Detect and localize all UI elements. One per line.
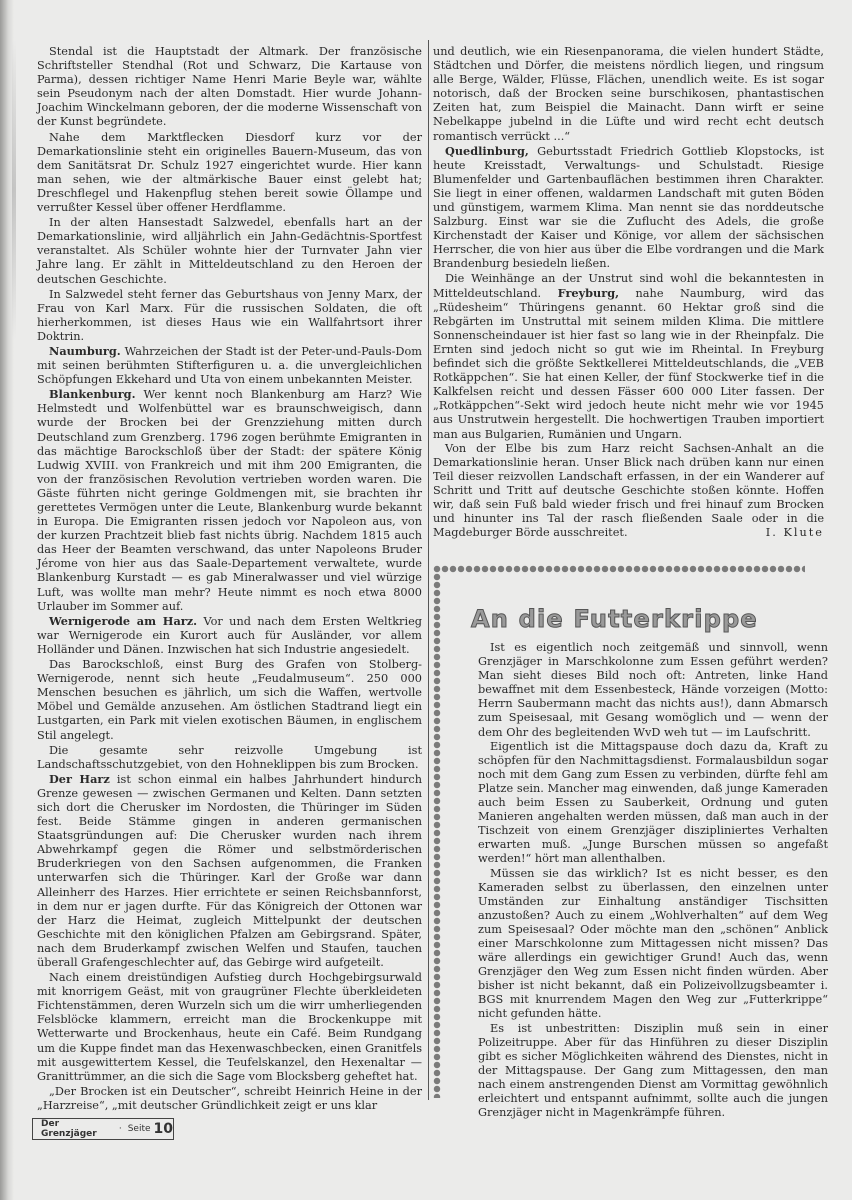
paragraph: und deutlich, wie ein Riesenpanorama, die vielen hundert Städte, Städtchen und Dörfer, die meistens nördlich liegen, und ringsum alle Berge, Wälder, Flüsse, Flächen, unendlich weite. Es ist sogar notorisch, daß der Brocken seine burschikosen, phantastischen Zeiten hat, zum Beispiel die Mainacht. Dann wirft er seine Nebelkappe jubelnd in die Lüfte und wird recht echt deutsch romantisch verrückt ...“ [433,45,824,143]
bold-lead: Naumburg. [49,343,121,358]
paragraph-harz: Der Harz ist schon einmal ein halbes Jahrhundert hindurch Grenze gewesen — zwischen Germanen und Kelten. Dann setzten sich dort die Cherusker im Nordosten, die Thüringer im Süden fest. Beide Stämme gingen in anderen germanischen Staatsgründungen auf: Die Cherusker wurden nach ihrem Abwehrkampf gegen die Römer und selbstmörderischen Bruderkriegen von den Sachsen aufgenommen, die Franken unterwarfen sich die Thüringer. Karl der Große war dann Alleinherr des Harzes. Hier errichtete er seinen Reichsbannforst, in dem nur er jagen durfte. Für das Königreich der Ottonen war der Harz die Heimat, zugleich Mittelpunkt der deutschen Geschichte mit den königlichen Pfalzen am Gebirgsrand. Später, nach dem Bruderkampf zwischen Welfen und Staufen, tauchen überall Grafengeschlechter auf, das Gebirge wird aufgeteilt. [37,771,422,969]
footer-separator: · [118,1124,122,1134]
paragraph-wernigerode: Wernigerode am Harz. Vor und nach dem Ersten Weltkrieg war Wernigerode ein Kurort auch für Ausländer, vor allem Holländer und Dänen. Inzwischen hat sich Industrie angesiedelt. [37,613,422,656]
paragraph: Nach einem dreistündigen Aufstieg durch Hochgebirgsurwald mit knorrigem Geäst, mit von graugrüner Flechte überkleideten Fichtenstämmen, deren Wurzeln sich um die wirr umherliegenden Felsblöcke klammern, erreicht man die Brockenkuppe mit Wetterwarte und Brockenhaus, heute ein Café. Beim Rundgang um die Kuppe findet man das Hexenwaschbecken, einen Granitfels mit ausgewittertem Kessel, die Teufelskanzel, den Hexenaltar — Granittrümmer, an die sich die Sage vom Blocksberg geheftet hat. [37,971,422,1083]
page-fold-mark [12,40,16,340]
paragraph-freyburg: Die Weinhänge an der Unstrut sind wohl die bekanntesten in Mitteldeutschland. Freyburg, nahe Naumburg, wird das „Rüdesheim“ Thüringens genannt. 60 Hektar groß sind die Rebgärten im Unstruttal mit seinem milden Klima. Die mittlere Sonnenscheindauer ist hier fast so lang wie in der Rheinpfalz. Die Ernten sind jedoch nicht so gut wie im Rheintal. In Freyburg befindet sich die größte Sektkellerei Mitteldeutschlands, die „VEB Rotkäppchen“. Sie hat einen Keller, der fünf Stockwerke tief in die Kalkfelsen reicht und dessen Fässer 600 000 Liter fassen. Der „Rotkäppchen“-Sekt wird jedoch heute nicht mehr wie vor 1945 aus Unstrutwein hergestellt. Die hochwertigen Trauben importiert man aus Bulgarien, Rumänien und Ungarn. [433,271,824,441]
bold-lead: Blankenburg. [49,387,136,402]
paragraph-naumburg: Naumburg. Wahrzeichen der Stadt ist der Peter-und-Pauls-Dom mit seinen berühmten Stifterfiguren u. a. die unvergleichlichen Schöpfungen Ekkehard und Uta von einem unbekannten Meister. [37,343,422,387]
paragraph: Die gesamte sehr reizvolle Umgebung ist Landschaftsschutzgebiet, von den Hohneklippen bis zum Brocken. [37,743,422,771]
dotted-border-top [433,565,805,573]
column-divider [428,40,429,1100]
paragraph: Das Barockschloß, einst Burg des Grafen von Stolberg-Wernigerode, nennt sich heute „Feudalmuseum“. 250 000 Menschen besuchen es jährlich, um sich die Waffen, wertvolle Möbel und Gemälde anzusehen. Am östlichen Stadtrand liegt ein Lustgarten, ein Park mit vielen exotischen Bäumen, in englischem Stil angelegt. [37,658,422,742]
bold-lead: Quedlinburg, [445,143,529,158]
bold-lead: Freyburg, [557,285,620,300]
page-label: Seite [127,1124,151,1134]
paragraph: Müssen sie das wirklich? Ist es nicht besser, es den Kameraden selbst zu überlassen, den einzelnen unter Umständen zur Einhaltung anständiger Tischsitten anzustoßen? Auch zu einem „Wohlverhalten“ auf dem Weg zum Speisesaal? Oder möchte man den „schönen“ Anblick einer Marschkolonne zum Mittagessen nicht missen? Das wäre allerdings ein gewichtiger Grund! Auch das, wenn Grenzjäger den Weg zum Essen nicht finden würden. Aber bisher ist nicht bekannt, daß ein Polizeivollzugsbeamter i. BGS mit knurrendem Magen den Weg zur „Futterkrippe“ nicht gefunden hätte. [478,866,828,1021]
publication-name: Der Grenzjäger [41,1119,97,1139]
right-column [433,44,824,540]
author-signature: I. Klute [765,526,824,540]
paragraph: Eigentlich ist die Mittagspause doch dazu da, Kraft zu schöpfen für den Nachmittagsdienst. Formalausbildun sogar noch mit dem Gang zum Essen zu verbinden, dürfte fehl am Platze sein. Mancher mag einwenden, daß junge Kameraden auch beim Essen zu Sauberkeit, Ordnung und guten Manieren angehalten werden müssen, daß man auch in der Tischzeit von einem Grenzjäger diszipliniertes Verhalten erwarten muß. „Junge Burschen müssen so angefaßt werden!“ hört man allenthalben. [478,739,828,866]
paragraph: Von der Elbe bis zum Harz reicht Sachsen-Anhalt an die Demarkationslinie heran. Unser Blick nach drüben kann nur einen Teil dieser reizvollen Landschaft erfassen, in der ein Wanderer auf Schritt und Tritt auf deutsche Geschichte stoßen könnte. Hoffen wir, daß sein Fuß bald wieder frisch und frei hinauf zum Brocken und hinunter ins Tal der rasch fließenden Saale oder in die Magdeburger Börde ausschreitet. I. Klute [433,441,824,540]
article-title: An die Futterkrippe [471,605,758,633]
article-body [478,641,828,1120]
paragraph: „Der Brocken ist ein Deutscher“, schreibt Heinrich Heine in der „Harzreise“, „mit deutscher Gründlichkeit zeigt er uns klar [37,1084,422,1112]
paragraph: Es ist unbestritten: Disziplin muß sein in einer Polizeitruppe. Aber für das Hinführen zu dieser Disziplin gibt es sicher Möglichkeiten während des Dienstes, nicht in der Mittagspause. Der Gang zum Mittagessen, den man nach einem anstrengenden Dienst am Vormittag gewöhnlich erleichtert und entspannt aufnimmt, sollte auch die jungen Grenzjäger nicht in Magenkrämpfe führen. [478,1021,828,1120]
paragraph: In der alten Hansestadt Salzwedel, ebenfalls hart an der Demarkationslinie, wird alljährlich ein Jahn-Gedächtnis-Sportfest veranstaltet. Als Schüler wohnte hier der Turnvater Jahn vier Jahre lang. Er zählt in Mitteldeutschland zu den Heroen der deutschen Geschichte. [37,216,422,286]
dotted-border-left [433,573,441,1098]
bold-lead: Wernigerode am Harz. [49,613,198,628]
paragraph: In Salzwedel steht ferner das Geburtshaus von Jenny Marx, der Frau von Karl Marx. Für die russischen Soldaten, die oft hierherkommen, ist dieses Haus wie ein Wallfahrtsort ihrer Doktrin. [37,287,422,343]
left-column [37,44,422,1113]
bold-lead: Der Harz [49,771,110,786]
paragraph: Nahe dem Marktflecken Diesdorf kurz vor der Demarkationslinie steht ein originelles Bauern-Museum, das von dem Sanitätsrat Dr. Schulz 1927 eingerichtet wurde. Hier kann man sehen, wie der altmärkische Bauer einst gelebt hat; Dreschflegel und Hakenpflug stehen bereit sowie Öllampe und verrußter Kessel über offener Herdflamme. [37,130,422,215]
boxed-article [433,565,838,1120]
page-number: 10 [153,1121,173,1137]
paragraph-blankenburg: Blankenburg. Wer kennt noch Blankenburg am Harz? Wie Helmstedt und Wolfenbüttel war es braunschweigisch, dann wurde der Brocken bei der Grenzziehung mitten durch Deutschland zum Grenzberg. 1796 zogen berühmte Emigranten in das mächtige Barockschloß über der Stadt: der spätere König Ludwig XVIII. von Frankreich und mit ihm 200 Emigranten, die von der französischen Revolution vertrieben worden waren. Die Gäste führten nicht geringe Goldmengen mit, sie brachten ihr gerettetes Vermögen unter die Leute, Blankenburg wurde bekannt in Europa. Die Emigranten rissen jedoch vor Napoleon aus, von der kurzen Prachtzeit blieb fast nichts übrig. Nachdem 1815 auch das Heer der Beamten verschwand, das unter Napoleons Bruder Jérome von hier aus das Saale-Departement verwaltete, wurde Blankenburg Kurstadt — es gab Mineralwasser und viel würzige Luft, was wollte man mehr? Heute nimmt es noch etwa 8000 Urlauber im Sommer auf. [37,387,422,613]
paragraph: Stendal ist die Hauptstadt der Altmark. Der französische Schriftsteller Stendhal (Rot und Schwarz, Die Kartause von Parma), dessen richtiger Name Henri Marie Beyle war, wählte sein Pseudonym nach der alten Domstadt. Hier wurde Johann-Joachim Winckelmann geboren, der die moderne Wissenschaft von der Kunst begründete. [37,45,422,129]
paragraph: Ist es eigentlich noch zeitgemäß und sinnvoll, wenn Grenzjäger in Marschkolonne zum Essen geführt werden? Man sieht dieses Bild noch oft: Antreten, linke Hand bewaffnet mit dem Essenbesteck, Hände vorzeigen (Motto: Herrn Saubermann macht das nichts aus!), dann Abmarsch zum Speisesaal, mit Gesang womöglich und — wenn der dem Ohr des begleitenden WvD weh tut — im Laufschritt. [478,641,828,739]
paragraph-quedlinburg: Quedlinburg, Geburtsstadt Friedrich Gottlieb Klopstocks, ist heute Kreisstadt, Verwaltungs- und Schulstadt. Riesige Blumenfelder und Gartenbauflächen bestimmen ihren Charakter. Sie liegt in einer offenen, waldarmen Landschaft mit guten Böden und günstigem, warmem Klima. Man nennt sie das norddeutsche Salzburg. Einst war sie die Zuflucht des Adels, die große Kirchenstadt der Kaiser und Könige, vor allem der sächsischen Herrscher, die von hier aus über die Elbe vordrangen und die Mark Brandenburg besiedeln ließen. [433,143,824,271]
page-footer [32,1118,174,1140]
